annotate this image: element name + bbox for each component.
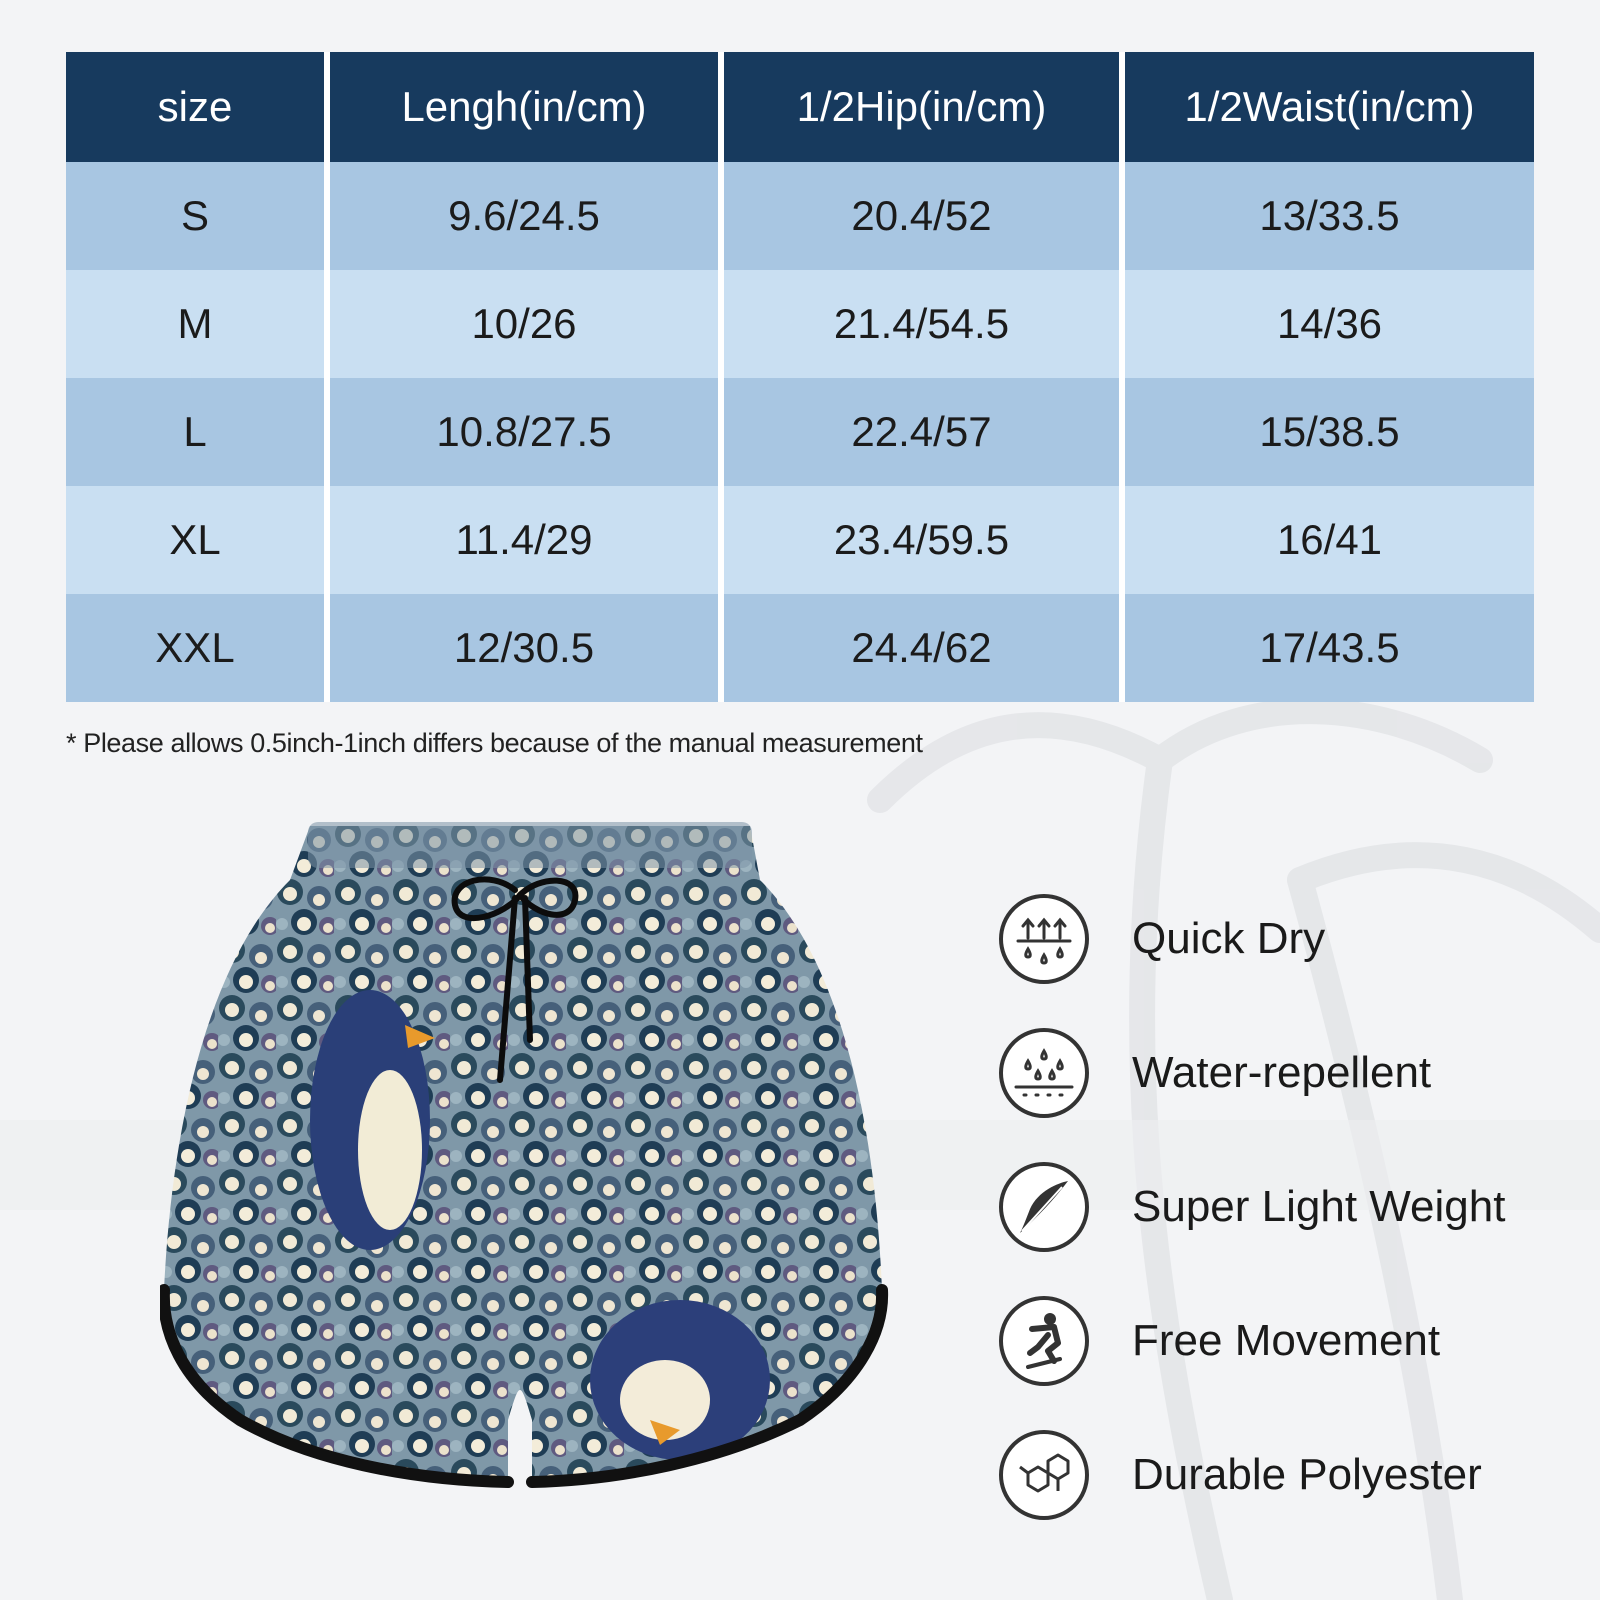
molecule-icon (998, 1429, 1090, 1521)
feather-icon (998, 1161, 1090, 1253)
size-cell: L (66, 378, 327, 486)
measurement-note: * Please allows 0.5inch-1inch differs because of the manual measurement (66, 728, 923, 758)
feature-label: Water-repellent (1132, 1048, 1432, 1097)
table-row (66, 486, 1534, 594)
half-waist-cell: 13/33.5 (1122, 162, 1534, 270)
half-hip-cell: 21.4/54.5 (721, 270, 1122, 378)
half-hip-cell: 20.4/52 (721, 162, 1122, 270)
product-image-shorts (160, 820, 900, 1520)
length-cell: 12/30.5 (327, 594, 721, 702)
feature-label: Free Movement (1132, 1316, 1441, 1365)
column-header-half-waist: 1/2Waist(in/cm) (1122, 52, 1534, 162)
feature-item (998, 1140, 1558, 1274)
length-cell: 10/26 (327, 270, 721, 378)
size-cell: XL (66, 486, 327, 594)
column-header-length: Lengh(in/cm) (327, 52, 721, 162)
table-header-row (66, 52, 1534, 162)
quick-dry-icon (998, 893, 1090, 985)
feature-item (998, 1408, 1558, 1542)
water-repellent-icon (998, 1027, 1090, 1119)
column-header-size: size (66, 52, 327, 162)
feature-label: Durable Polyester (1132, 1450, 1482, 1499)
size-cell: M (66, 270, 327, 378)
length-cell: 9.6/24.5 (327, 162, 721, 270)
half-waist-cell: 15/38.5 (1122, 378, 1534, 486)
size-cell: XXL (66, 594, 327, 702)
table-row (66, 378, 1534, 486)
feature-list (998, 872, 1558, 1542)
feature-item (998, 1274, 1558, 1408)
feature-item (998, 1006, 1558, 1140)
table-row (66, 270, 1534, 378)
column-header-half-hip: 1/2Hip(in/cm) (721, 52, 1122, 162)
skater-icon (998, 1295, 1090, 1387)
feature-label: Quick Dry (1132, 914, 1326, 963)
table-row (66, 162, 1534, 270)
size-cell: S (66, 162, 327, 270)
length-cell: 10.8/27.5 (327, 378, 721, 486)
size-chart-table (66, 52, 1534, 702)
half-waist-cell: 16/41 (1122, 486, 1534, 594)
length-cell: 11.4/29 (327, 486, 721, 594)
half-hip-cell: 22.4/57 (721, 378, 1122, 486)
half-waist-cell: 17/43.5 (1122, 594, 1534, 702)
feature-item (998, 872, 1558, 1006)
half-waist-cell: 14/36 (1122, 270, 1534, 378)
half-hip-cell: 24.4/62 (721, 594, 1122, 702)
table-row (66, 594, 1534, 702)
feature-label: Super Light Weight (1132, 1182, 1506, 1231)
half-hip-cell: 23.4/59.5 (721, 486, 1122, 594)
